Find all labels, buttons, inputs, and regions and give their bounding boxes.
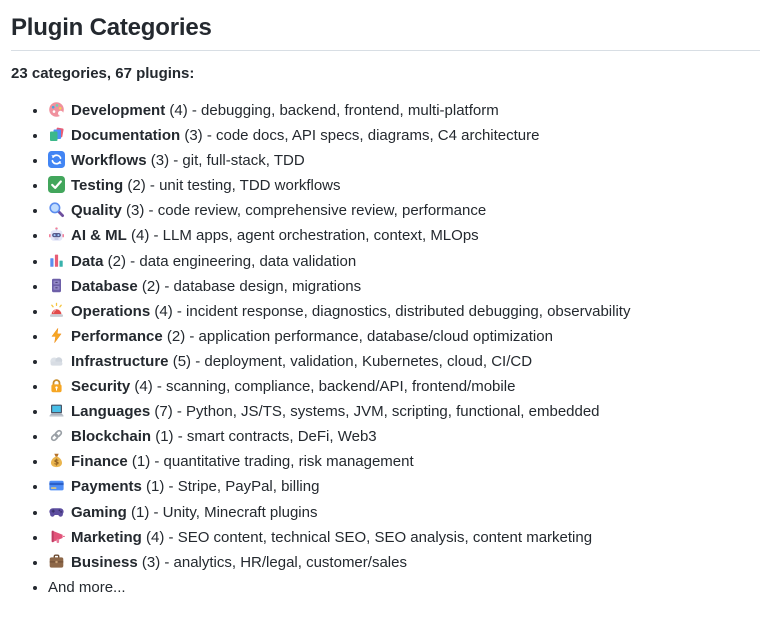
category-count: (7)	[150, 403, 173, 421]
markdown-preview	[0, 13, 771, 600]
category-description: - Stripe, PayPal, billing	[164, 478, 320, 496]
category-description: - analytics, HR/legal, customer/sales	[160, 553, 407, 571]
category-name: Performance	[71, 327, 163, 345]
page-title: Plugin Categories	[11, 13, 760, 51]
category-count: (4)	[165, 102, 188, 119]
category-description: - LLM apps, agent orchestration, context, MLOps	[149, 227, 479, 245]
category-description: - deployment, validation, Kubernetes, cloud, CI/CD	[191, 352, 533, 370]
category-name: Data	[71, 252, 104, 270]
category-count: (1)	[126, 503, 150, 521]
category-item	[48, 399, 760, 424]
category-name: Gaming	[71, 503, 127, 521]
file-cabinet-icon	[48, 277, 65, 294]
category-count: (3)	[121, 202, 145, 220]
category-name: Documentation	[71, 127, 181, 145]
category-description: - debugging, backend, frontend, multi-platform	[187, 102, 499, 119]
category-description: - git, full-stack, TDD	[169, 152, 305, 170]
category-name: Business	[71, 553, 138, 571]
category-count: (4)	[141, 528, 165, 546]
category-item	[48, 324, 760, 349]
category-description: - Python, JS/TS, systems, JVM, scripting, functional, embedded	[172, 403, 600, 421]
category-count: (1)	[141, 478, 165, 496]
category-name: Operations	[71, 302, 151, 320]
category-item	[48, 525, 760, 550]
category-description: - unit testing, TDD workflows	[145, 177, 341, 195]
category-count: (3)	[146, 152, 170, 170]
category-name: Workflows	[71, 152, 147, 170]
category-description: And more...	[48, 578, 126, 596]
category-item	[48, 249, 760, 274]
check-mark-icon	[48, 176, 65, 193]
category-name: Infrastructure	[71, 352, 169, 370]
category-count: (3)	[137, 553, 161, 571]
category-description: - data engineering, data validation	[126, 252, 357, 270]
bar-chart-icon	[48, 252, 65, 269]
refresh-arrows-icon	[48, 151, 65, 168]
category-count: (3)	[180, 127, 203, 145]
category-count: (2)	[162, 327, 186, 345]
category-count: (4)	[150, 302, 173, 320]
category-name: Development	[71, 102, 166, 119]
category-description: - Unity, Minecraft plugins	[149, 503, 318, 521]
game-controller-icon	[48, 503, 65, 520]
category-name: Payments	[71, 478, 142, 496]
category-name: Finance	[71, 453, 128, 471]
category-count: (1)	[151, 428, 174, 446]
category-name: Languages	[71, 403, 151, 421]
category-item	[48, 299, 760, 324]
credit-card-icon	[48, 477, 65, 494]
category-item	[48, 474, 760, 499]
category-item	[48, 349, 760, 374]
category-item	[48, 449, 760, 474]
lock-icon	[48, 377, 65, 394]
money-bag-icon	[48, 452, 65, 469]
category-count: (2)	[137, 277, 161, 295]
category-description: - incident response, diagnostics, distributed debugging, observability	[172, 302, 631, 320]
category-description: - application performance, database/cloud optimization	[185, 327, 553, 345]
category-item	[48, 173, 760, 198]
category-item	[48, 550, 760, 575]
category-name: Security	[71, 378, 131, 396]
category-item	[48, 575, 760, 600]
category-item	[48, 198, 760, 223]
category-description: - quantitative trading, risk management	[150, 453, 414, 471]
megaphone-icon	[48, 528, 65, 545]
category-name: Database	[71, 277, 138, 295]
category-item	[48, 148, 760, 173]
category-name: Quality	[71, 202, 122, 220]
briefcase-icon	[48, 553, 65, 570]
magnifying-glass-icon	[48, 201, 65, 218]
category-item	[48, 424, 760, 449]
category-item	[48, 274, 760, 299]
siren-icon	[48, 302, 65, 319]
books-icon	[48, 126, 65, 143]
category-item	[48, 123, 760, 148]
category-count: (2)	[103, 252, 127, 270]
category-item	[48, 98, 760, 123]
category-item	[48, 374, 760, 399]
category-description: - code docs, API specs, diagrams, C4 architecture	[202, 127, 540, 145]
category-name: Marketing	[71, 528, 142, 546]
palette-icon	[48, 101, 65, 118]
category-name: AI & ML	[71, 227, 127, 245]
category-count: (2)	[123, 177, 146, 195]
category-count: (4)	[126, 227, 150, 245]
category-description: - scanning, compliance, backend/API, frontend/mobile	[152, 378, 516, 396]
category-count: (1)	[127, 453, 151, 471]
chain-link-icon	[48, 427, 65, 444]
category-list	[11, 98, 760, 600]
category-item	[48, 223, 760, 248]
category-description: - SEO content, technical SEO, SEO analysis, content marketing	[164, 528, 593, 546]
svg-text:$: • $	[53, 457, 60, 467]
cloud-icon	[48, 352, 65, 369]
laptop-icon	[48, 402, 65, 419]
category-name: Testing	[71, 177, 124, 195]
summary-text: 23 categories, 67 plugins:	[11, 65, 195, 82]
robot-icon	[48, 226, 65, 243]
category-count: (5)	[168, 352, 192, 370]
lightning-bolt-icon	[48, 327, 65, 344]
category-item	[48, 500, 760, 525]
category-name: Blockchain	[71, 428, 152, 446]
category-description: - smart contracts, DeFi, Web3	[173, 428, 377, 446]
category-count: (4)	[130, 378, 153, 396]
category-description: - code review, comprehensive review, performance	[144, 202, 487, 220]
category-description: - database design, migrations	[160, 277, 362, 295]
